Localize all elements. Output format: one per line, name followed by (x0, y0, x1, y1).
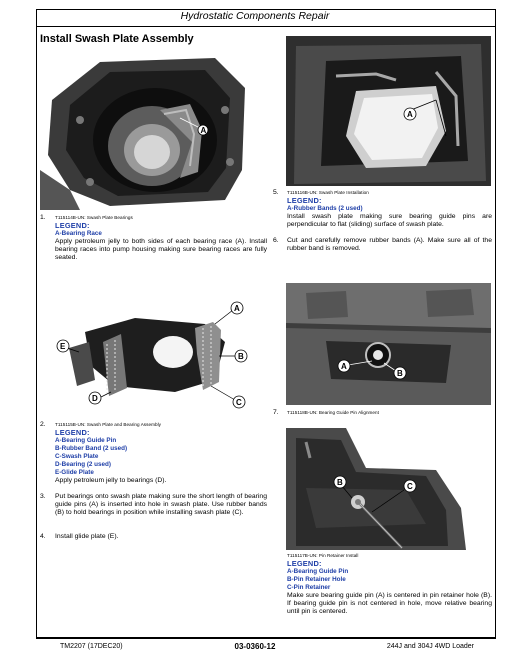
header-title: Hydrostatic Components Repair (180, 10, 330, 22)
step-3-number: 3. (40, 493, 46, 500)
footer-rule (36, 638, 496, 639)
step-5-text: Install swash plate making sure bearing guide pins are perpendicular to flat (sliding) surface of swash plate. (287, 213, 492, 228)
step-1-caption: T115114B-UN: Swash Plate Bearings (55, 215, 133, 220)
step-6-text: Cut and carefully remove rubber bands (A). Make sure all of the rubber band is removed. (287, 237, 492, 252)
step-5-number: 5. (273, 189, 279, 196)
step-1-text: Apply petroleum jelly to both sides of each bearing race (A). Install bearing races into pump housing making sure bearing races are fully seated. (55, 238, 267, 261)
step-8-legend-item: A-Bearing Guide Pin (287, 568, 349, 575)
header-rule (36, 26, 496, 27)
step-5-legend-item: A-Rubber Bands (2 used) (287, 205, 363, 212)
step-1-legend-item: A-Bearing Race (55, 230, 102, 237)
step-7-number: 7. (273, 409, 279, 416)
photo-pin-retainer-install (286, 428, 491, 550)
step-2-text: Apply petroleum jelly to bearings (D). (55, 477, 167, 484)
callout-c-letter: C (407, 482, 413, 491)
step-2-legend-item: C-Swash Plate (55, 453, 99, 460)
step-2-number: 2. (40, 421, 46, 428)
step-3-text: Put bearings onto swash plate making sure the short length of bearing guide pins (A) is inserted into hole in swash plate. Use rubber bands (B) to hold bearings in position while installing swash plate (C). (55, 493, 267, 516)
pin-retainer-illustration (286, 428, 491, 550)
pump-housing-illustration (40, 50, 252, 210)
step-4-text: Install glide plate (E). (55, 533, 119, 540)
photo-swash-plate-bearing-assembly (55, 294, 255, 416)
step-8-legend-item: C-Pin Retainer (287, 584, 331, 591)
step-2-legend-item: D-Bearing (2 used) (55, 461, 111, 468)
guide-pin-alignment-illustration (286, 283, 491, 405)
photo-bearing-guide-pin-alignment (286, 283, 491, 405)
step-1-legend-label: LEGEND: (55, 221, 90, 230)
callout-a-letter: A (234, 304, 240, 313)
callout-a-letter: A (341, 362, 347, 371)
footer-model: 244J and 304J 4WD Loader (386, 643, 474, 650)
footer-doc-id: TM2207 (17DEC20) (60, 643, 123, 650)
step-8-legend-label: LEGEND: (287, 559, 322, 568)
callout-e-letter: E (60, 342, 66, 351)
step-5-legend-label: LEGEND: (287, 196, 322, 205)
callout-a-letter: A (407, 110, 413, 119)
step-2-legend-item: A-Bearing Guide Pin (55, 437, 117, 444)
callout-b-letter: B (337, 478, 343, 487)
step-8-caption: T115117B-UN: Pin Retainer Install (287, 553, 359, 558)
callout-b-letter: B (397, 369, 403, 378)
step-8-text: Make sure bearing guide pin (A) is centered in pin retainer hole (B). If bearing guide pin is not centered in hole, move relative bearing until pin is centered. (287, 592, 492, 615)
step-2-legend-item: B-Rubber Band (2 used) (55, 445, 128, 452)
callout-b-letter: B (238, 352, 244, 361)
callout-c-letter: C (236, 398, 242, 407)
step-2-caption: T115115B-UN: Swash Plate and Bearing Assembly (55, 422, 162, 427)
section-title: Install Swash Plate Assembly (40, 33, 194, 45)
callout-a-letter: A (200, 126, 207, 135)
footer-page-number: 03-0360-12 (234, 642, 276, 651)
step-7-caption: T115118B-UN: Bearing Guide Pin Alignment (287, 410, 379, 415)
step-6-number: 6. (273, 237, 279, 244)
step-5-caption: T115116B-UN: Swash Plate Installation (287, 190, 369, 195)
photo-swash-plate-installation (286, 36, 491, 186)
swash-plate-installed-illustration (286, 36, 491, 186)
step-2-legend-item: E-Glide Plate (55, 469, 94, 476)
callout-d-letter: D (92, 394, 98, 403)
step-4-number: 4. (40, 533, 46, 540)
step-8-legend-item: B-Pin Retainer Hole (287, 576, 346, 583)
step-1-number: 1. (40, 214, 46, 221)
photo-swash-plate-bearings (40, 50, 252, 210)
step-2-legend-label: LEGEND: (55, 428, 90, 437)
swash-plate-assembly-illustration (55, 294, 255, 416)
